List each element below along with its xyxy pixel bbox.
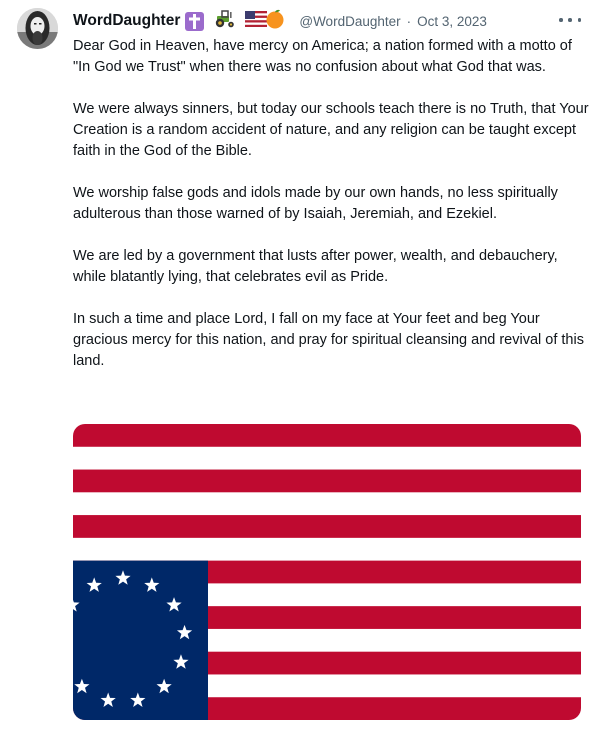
- flag-stripe: [73, 447, 581, 470]
- us-flag-icon: [245, 11, 267, 32]
- post-paragraph: In such a time and place Lord, I fall on my face at Your feet and beg Your gracious mercy for this nation, and pray for spiritual cleansing and revival of this land.: [73, 311, 584, 369]
- post-paragraph: We worship false gods and idols made by our own hands, no less spiritually adulterous than those warned of by Isaiah, Jeremiah, and Ezekiel.: [73, 185, 558, 222]
- post-image-betsy-ross-flag[interactable]: [73, 424, 581, 720]
- post-paragraph: We are led by a government that lusts after power, wealth, and debauchery, while blatantly lying, that celebrates evil as Pride.: [73, 248, 558, 285]
- cross-icon: [185, 12, 204, 31]
- separator-dot: ·: [406, 13, 412, 29]
- flag-stripe: [73, 492, 581, 515]
- post-date[interactable]: Oct 3, 2023: [417, 13, 487, 29]
- post-paragraph: We were always sinners, but today our schools teach there is no Truth, that Your Creation is a random accident of nature, and any religion can be taught except faith in the God of the Bible.: [73, 101, 589, 159]
- display-name[interactable]: WordDaughter: [73, 12, 181, 29]
- tractor-icon: [214, 10, 236, 33]
- flag-stripe: [73, 470, 581, 493]
- user-handle[interactable]: @WordDaughter: [299, 13, 401, 29]
- flag-stripe: [73, 424, 581, 447]
- avatar-image: [17, 8, 58, 49]
- flag-stripe: [73, 515, 581, 538]
- avatar[interactable]: [17, 8, 58, 49]
- flag-graphic: [73, 424, 581, 720]
- flag-stripe: [73, 538, 581, 561]
- post-text: [73, 36, 593, 372]
- orange-icon: [265, 9, 285, 34]
- post-paragraph: Dear God in Heaven, have mercy on America; a nation formed with a motto of "In God we Trust" when there was no confusion about what God that was.: [73, 38, 572, 75]
- post-header: [73, 10, 487, 32]
- more-options-icon[interactable]: [559, 10, 581, 30]
